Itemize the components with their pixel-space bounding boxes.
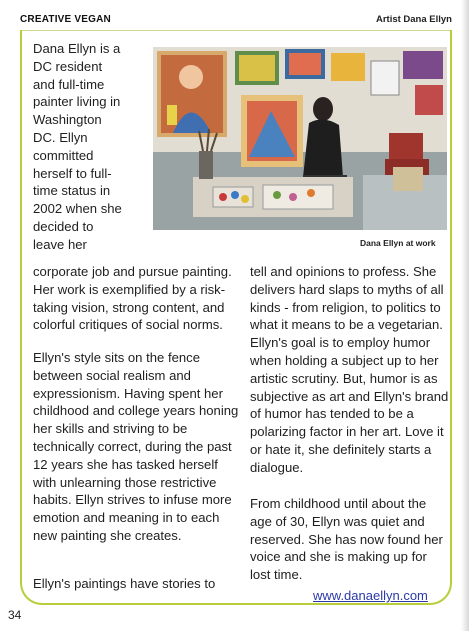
- intro-line: painter living in: [33, 94, 121, 110]
- intro-line: Dana Ellyn is a: [33, 41, 121, 56]
- paragraph-1-continued: corporate job and pursue painting. Her work is exemplified by a risk-taking vision, strong content, and colorful critiques of social norms.: [33, 264, 232, 333]
- page-header: [20, 14, 452, 30]
- artist-website-link[interactable]: www.danaellyn.com: [313, 588, 428, 603]
- intro-line: leave her: [33, 236, 87, 252]
- intro-line: DC. Ellyn: [33, 129, 88, 145]
- artist-name-header: Artist Dana Ellyn: [375, 14, 452, 25]
- intro-line: Washington: [33, 112, 102, 128]
- intro-line: time status in: [33, 183, 111, 199]
- intro-line: and full-time: [33, 76, 105, 92]
- intro-paragraph: [33, 40, 151, 254]
- intro-line: herself to full-: [33, 165, 112, 181]
- paragraph-3-start: Ellyn's paintings have stories to: [33, 576, 216, 591]
- page-edge-shadow: [461, 0, 469, 631]
- photo-caption: Dana Ellyn at work: [360, 238, 436, 248]
- artist-studio-photo: [153, 47, 447, 230]
- paragraph-3-continued: tell and opinions to profess. She delivers hard slaps to myths of all kinds - from religion, to politics to what it means to be a vegetarian. Ellyn's goal is to employ humor when holding a subject up to her artistic scrutiny. But, humor is as subjective as art and Ellyn's brand of humor has tended to be a polarizing factor in her art. Love it or hate it, she definitely starts a dialogue.: [250, 264, 449, 475]
- paragraph-4: From childhood until about the age of 30, Ellyn was quiet and reserved. She has now found her voice and she is making up for lost time.: [250, 496, 443, 583]
- paragraph-2: Ellyn's style sits on the fence between social realism and expressionism. Having spent her childhood and college years honing her skills and striving to be technically correct, during the past 12 years she has tasked herself with unlearning those restrictive habits. Ellyn strives to infuse more emotion and meaning in to each new painting she creates.: [33, 350, 239, 543]
- intro-line: 2002 when she: [33, 201, 122, 217]
- intro-line: DC resident: [33, 58, 103, 74]
- section-title: CREATIVE VEGAN: [20, 14, 111, 25]
- studio-illustration: [153, 47, 447, 230]
- intro-line: decided to: [33, 218, 94, 234]
- page-number: 34: [8, 608, 22, 622]
- intro-line: committed: [33, 147, 94, 163]
